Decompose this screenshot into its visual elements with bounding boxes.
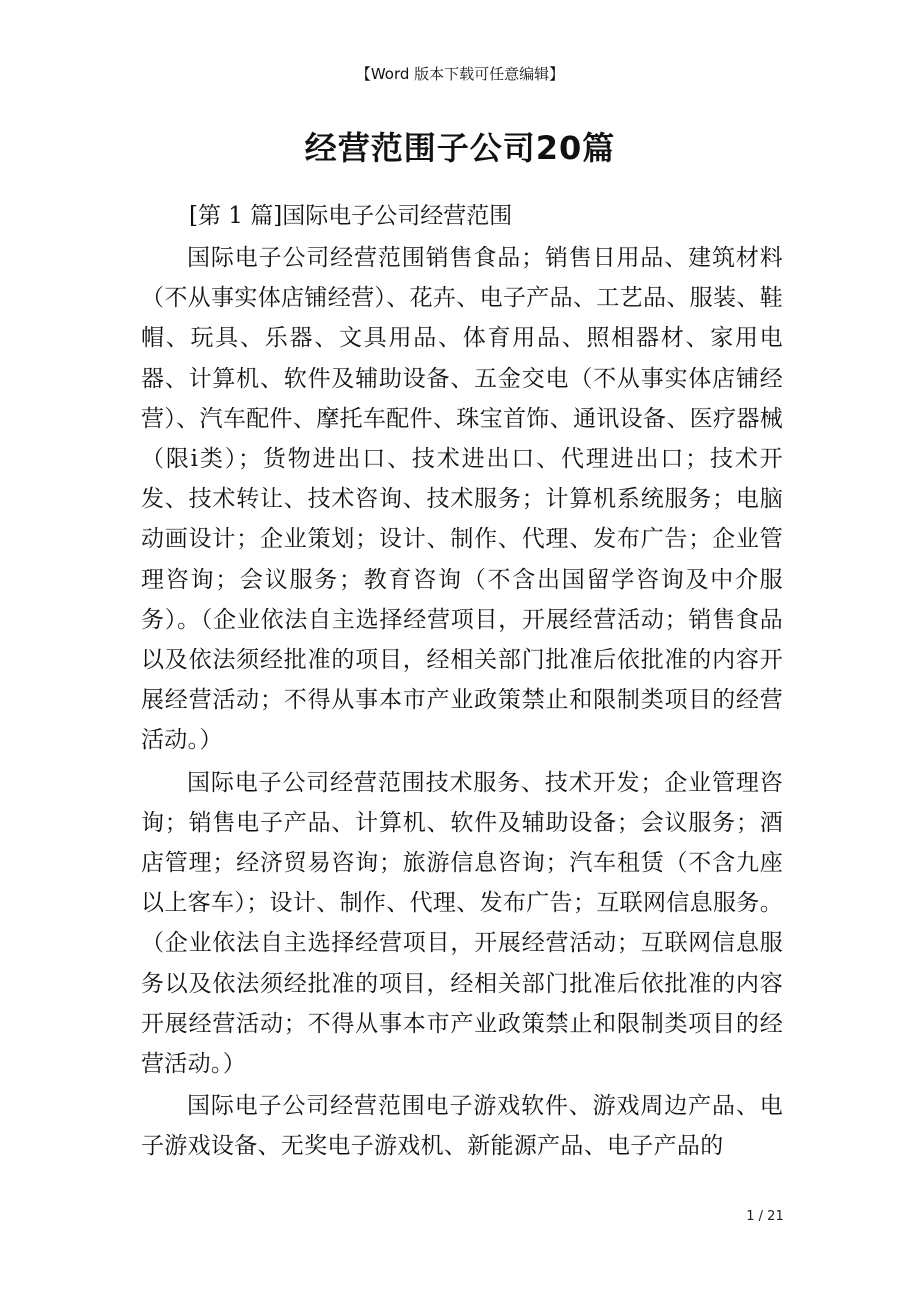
document-body bbox=[141, 196, 783, 1169]
page-header-banner: 【Word 版本下载可任意编辑】 bbox=[355, 65, 565, 83]
section-heading: [第 1 篇]国际电子公司经营范围 bbox=[189, 203, 513, 229]
paragraph: 国际电子公司经营范围技术服务、技术开发；企业管理咨询；销售电子产品、计算机、软件及辅助设备；会议服务；酒店管理；经济贸易咨询；旅游信息咨询；汽车租赁（不含九座以上客车）；设计、制作、代理、发布广告；互联网信息服务。（企业依法自主选择经营项目，开展经营活动；互联网信息服务以及依法须经批准的项目，经相关部门批准后依批准的内容开展经营活动；不得从事本市产业政策禁止和限制类项目的经营活动。） bbox=[141, 769, 783, 1078]
document-title: 经营范围子公司20篇 bbox=[304, 129, 616, 167]
paragraph: 国际电子公司经营范围电子游戏软件、游戏周边产品、电子游戏设备、无奖电子游戏机、新能源产品、电子产品的 bbox=[141, 1093, 783, 1160]
page-number: 1 / 21 bbox=[746, 1209, 784, 1224]
paragraph: 国际电子公司经营范围销售食品；销售日用品、建筑材料（不从事实体店铺经营）、花卉、电子产品、工艺品、服装、鞋帽、玩具、乐器、文具用品、体育用品、照相器材、家用电器、计算机、软件及辅助设备、五金交电（不从事实体店铺经营）、汽车配件、摩托车配件、珠宝首饰、通讯设备、医疗器械（限ⅰ类）；货物进出口、技术进出口、代理进出口；技术开发、技术转让、技术咨询、技术服务；计算机系统服务；电脑动画设计；企业策划；设计、制作、代理、发布广告；企业管理咨询；会议服务；教育咨询（不含出国留学咨询及中介服务）。（企业依法自主选择经营项目，开展经营活动；销售食品以及依法须经批准的项目，经相关部门批准后依批准的内容开展经营活动；不得从事本市产业政策禁止和限制类项目的经营活动。） bbox=[141, 245, 783, 754]
